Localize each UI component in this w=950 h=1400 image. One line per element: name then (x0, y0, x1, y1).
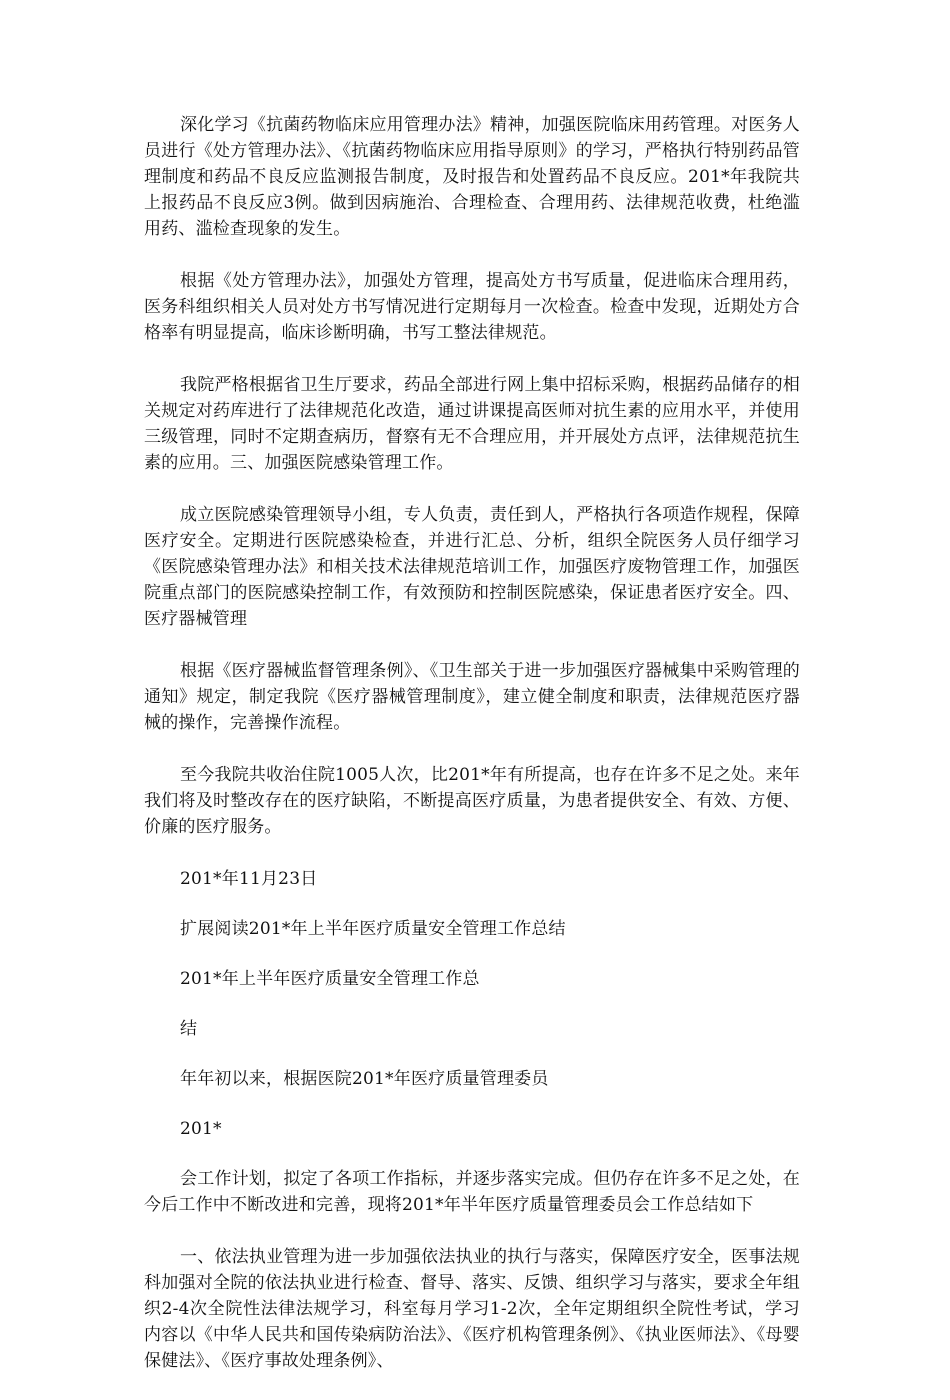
paragraph-drug-procurement: 我院严格根据省卫生厅要求，药品全部进行网上集中招标采购，根据药品储存的相关规定对药库进行了法律规范化改造，通过讲课提高医师对抗生素的应用水平，并使用三级管理，同时不定期查病历，督察有无不合理应用，并开展处方点评，法律规范抗生素的应用。三、加强医院感染管理工作。 (144, 375, 800, 473)
extended-reading-title: 扩展阅读201*年上半年医疗质量安全管理工作总结 (180, 919, 566, 939)
paragraph-year-fragment: 201* (180, 1119, 222, 1139)
paragraph-year-intro: 年年初以来，根据医院201*年医疗质量管理委员 (180, 1069, 549, 1089)
section-title-part2: 结 (180, 1019, 198, 1039)
paragraph-antibiotic-study: 深化学习《抗菌药物临床应用管理办法》精神，加强医院临床用药管理。对医务人员进行《处方管理办法》、《抗菌药物临床应用指导原则》的学习，严格执行特别药品管理制度和药品不良反应监测报告制度，及时报告和处置药品不良反应。201*年我院共上报药品不良反应3例。做到因病施治、合理检查、合理用药、法律规范收费，杜绝滥用药、滥检查现象的发生。 (144, 115, 800, 239)
document-date: 201*年11月23日 (180, 869, 318, 889)
paragraph-work-plan: 会工作计划，拟定了各项工作指标，并逐步落实完成。但仍存在许多不足之处，在今后工作中不断改进和完善，现将201*年半年医疗质量管理委员会工作总结如下 (144, 1169, 800, 1215)
paragraph-infection-control: 成立医院感染管理领导小组，专人负责，责任到人，严格执行各项造作规程，保障医疗安全。定期进行医院感染检查，并进行汇总、分析，组织全院医务人员仔细学习《医院感染管理办法》和相关技术法律规范培训工作，加强医疗废物管理工作，加强医院重点部门的医院感染控制工作，有效预防和控制医院感染，保证患者医疗安全。四、医疗器械管理 (144, 505, 800, 629)
paragraph-legal-practice: 一、依法执业管理为进一步加强依法执业的执行与落实，保障医疗安全，医事法规科加强对全院的依法执业进行检查、督导、落实、反馈、组织学习与落实，要求全年组织2-4次全院性法律法规学习，科室每月学习1-2次，全年定期组织全院性考试，学习内容以《中华人民共和国传染病防治法》、《医疗机构管理条例》、《执业医师法》、《母婴保健法》、《医疗事故处理条例》、 (144, 1247, 800, 1371)
paragraph-medical-devices: 根据《医疗器械监督管理条例》、《卫生部关于进一步加强医疗器械集中采购管理的通知》规定，制定我院《医疗器械管理制度》，建立健全制度和职责，法律规范医疗器械的操作，完善操作流程。 (144, 661, 800, 733)
section-title-part1: 201*年上半年医疗质量安全管理工作总 (180, 969, 480, 989)
paragraph-prescription-management: 根据《处方管理办法》，加强处方管理，提高处方书写质量，促进临床合理用药，医务科组织相关人员对处方书写情况进行定期每月一次检查。检查中发现，近期处方合格率有明显提高，临床诊断明确，书写工整法律规范。 (144, 271, 800, 343)
paragraph-inpatient-summary: 至今我院共收治住院1005人次，比201*年有所提高，也存在许多不足之处。来年我们将及时整改存在的医疗缺陷，不断提高医疗质量，为患者提供安全、有效、方便、价廉的医疗服务。 (144, 765, 800, 837)
document-page (144, 112, 800, 1400)
